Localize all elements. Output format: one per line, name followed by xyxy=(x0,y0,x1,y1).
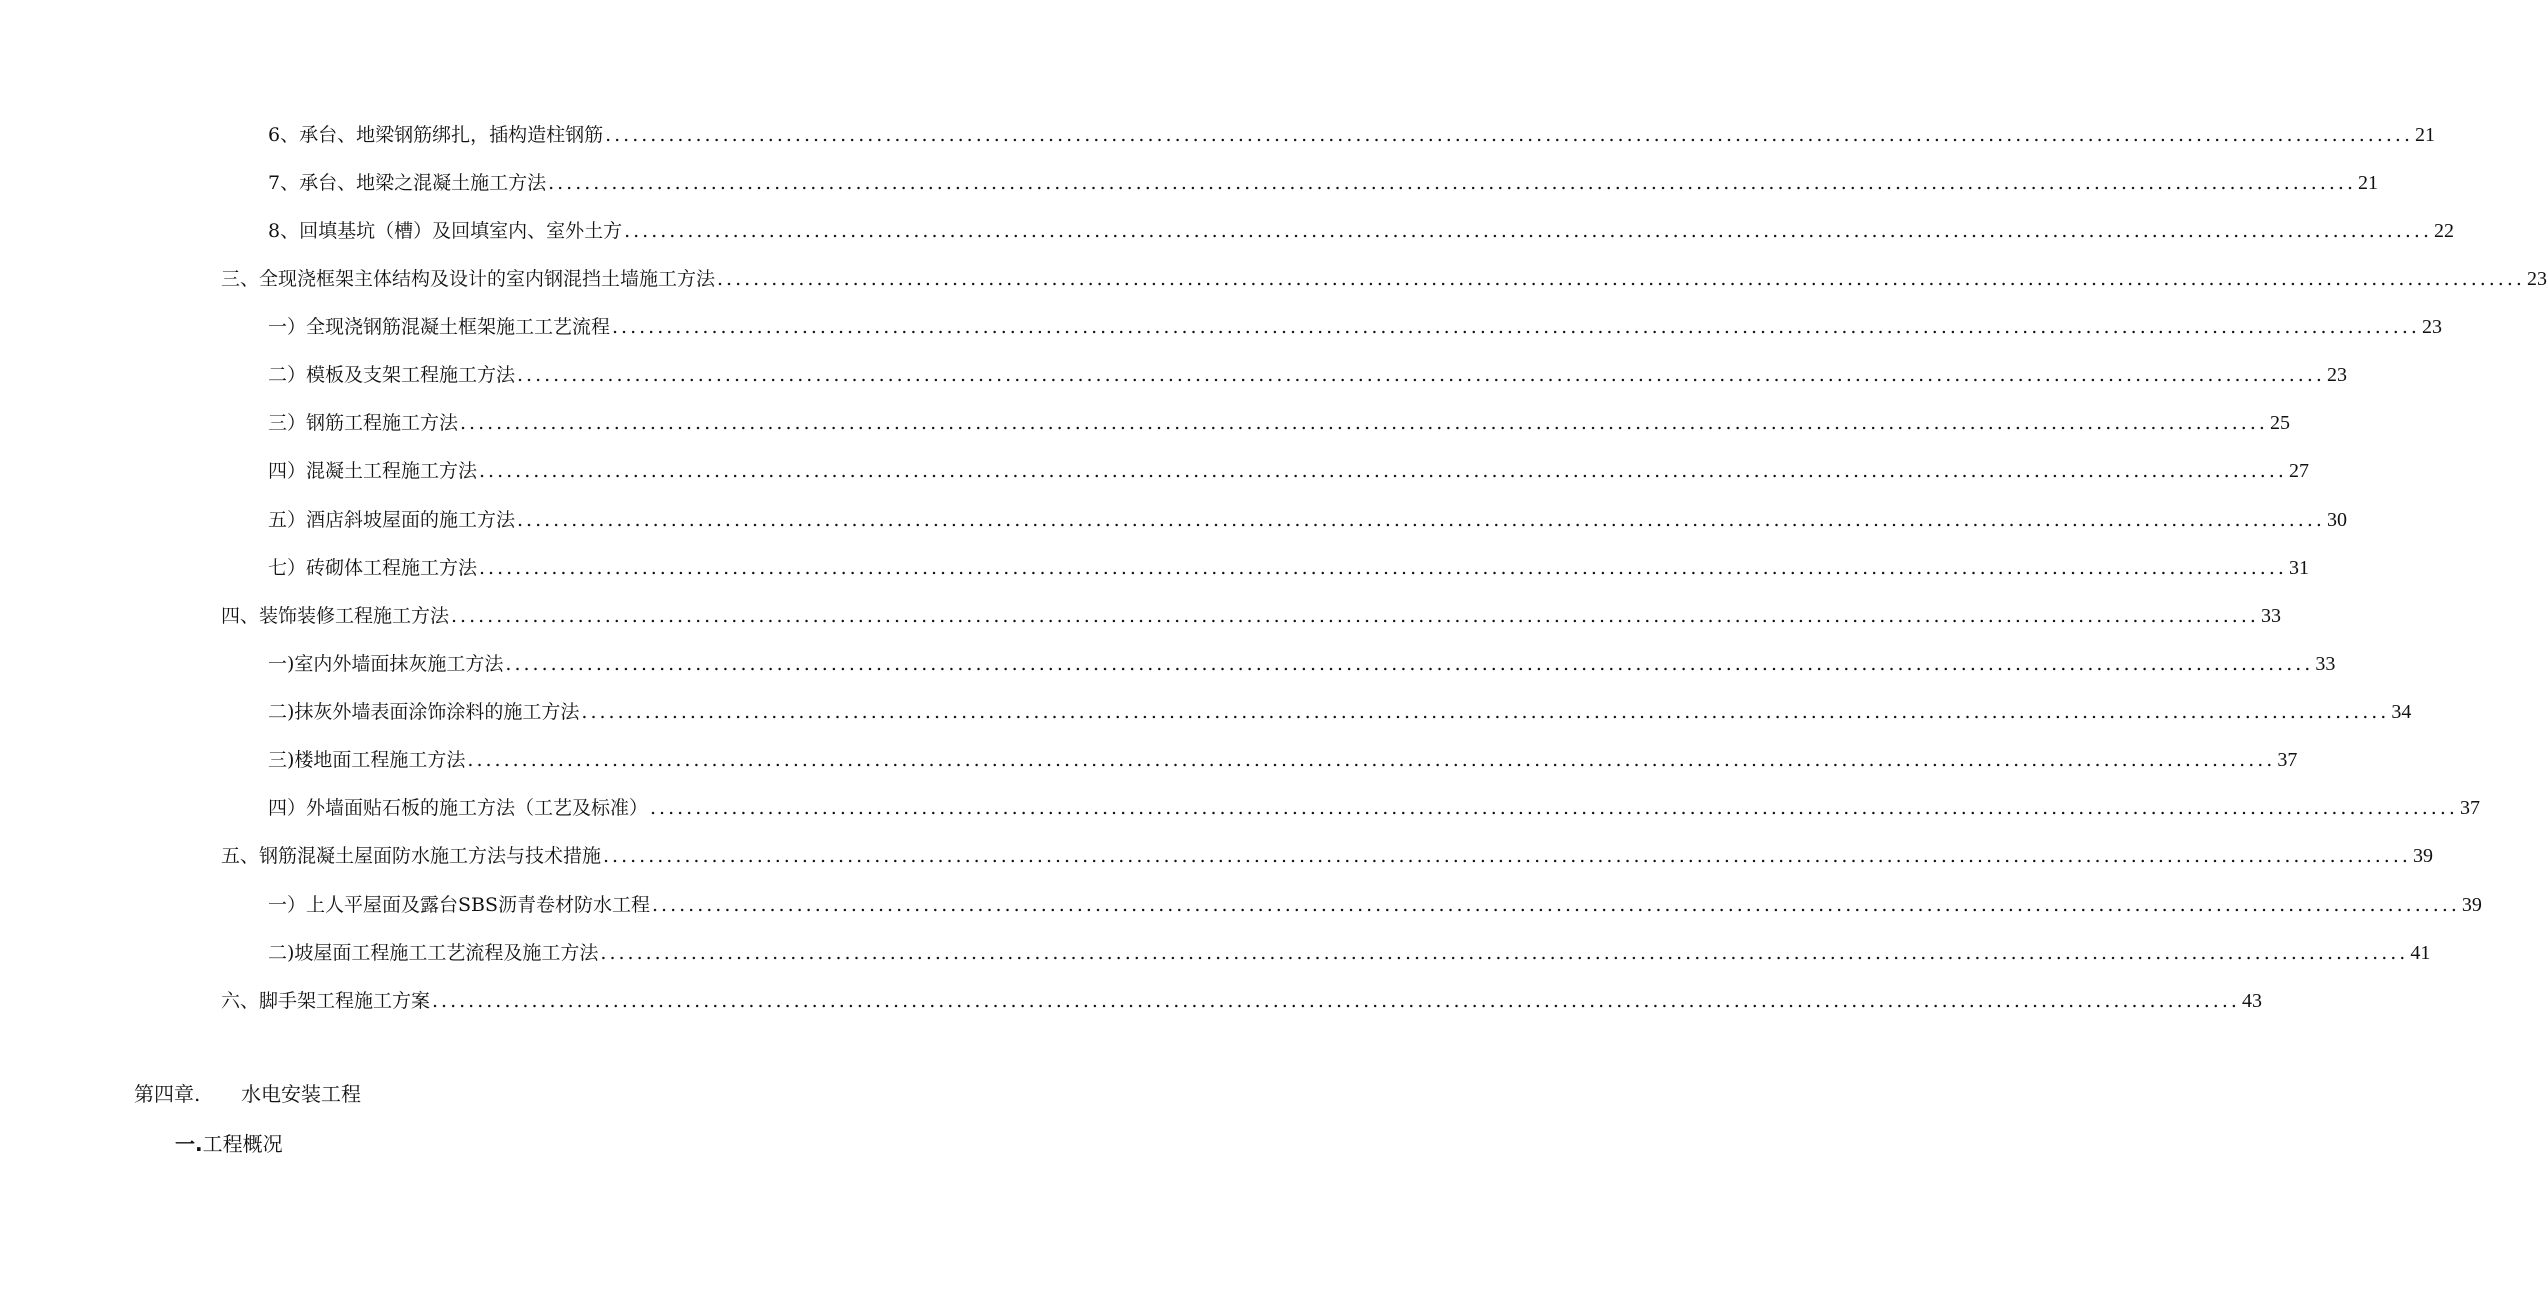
toc-entry-title: 6、承台、地梁钢筋绑扎，插构造柱钢筋 xyxy=(268,124,604,146)
toc-entry[interactable] xyxy=(268,940,2431,966)
toc-entry-page: 37 xyxy=(2277,749,2298,771)
toc-dot-leader: ........................................................................................................................................................................................................ xyxy=(605,124,2414,146)
toc-entry-page: 23 xyxy=(2326,364,2347,386)
toc-entry-title: 三）钢筋工程施工方法 xyxy=(268,412,459,434)
section-heading xyxy=(175,1128,283,1160)
toc-entry-page: 37 xyxy=(2459,797,2480,819)
toc-entry-title: 五）酒店斜坡屋面的施工方法 xyxy=(268,509,516,531)
toc-entry-page: 27 xyxy=(2288,460,2309,482)
toc-entry[interactable] xyxy=(268,170,2379,196)
toc-entry-page: 25 xyxy=(2269,412,2290,434)
toc-entry[interactable] xyxy=(221,988,2262,1014)
toc-dot-leader: ........................................................................................................................................................................................................ xyxy=(479,460,2287,482)
toc-entry[interactable] xyxy=(268,699,2412,725)
toc-entry-title: 一）上人平屋面及露台SBS沥青卷材防水工程 xyxy=(268,894,650,916)
toc-entry-title: 二)坡屋面工程施工工艺流程及施工方法 xyxy=(268,942,599,964)
toc-entry[interactable] xyxy=(221,843,2433,869)
toc-entry-title: 8、回填基坑（槽）及回填室内、室外土方 xyxy=(268,220,623,242)
toc-entry-title: 7、承台、地梁之混凝土施工方法 xyxy=(268,172,547,194)
toc-dot-leader: ........................................................................................................................................................................................................ xyxy=(548,172,2357,194)
toc-dot-leader: ........................................................................................................................................................................................................ xyxy=(624,220,2433,242)
toc-entry[interactable] xyxy=(221,603,2281,629)
toc-entry-title: 二)抹灰外墙表面涂饰涂料的施工方法 xyxy=(268,701,580,723)
toc-entry[interactable] xyxy=(268,892,2482,918)
toc-entry[interactable] xyxy=(268,747,2298,773)
toc-dot-leader: ........................................................................................................................................................................................................ xyxy=(650,797,2458,819)
toc-dot-leader: ........................................................................................................................................................................................................ xyxy=(600,942,2409,964)
toc-dot-leader: ........................................................................................................................................................................................................ xyxy=(652,894,2460,916)
chapter-number: 第四章. xyxy=(134,1082,201,1106)
toc-entry[interactable] xyxy=(268,122,2436,148)
toc-dot-leader: ........................................................................................................................................................................................................ xyxy=(451,605,2259,627)
toc-dot-leader: ........................................................................................................................................................................................................ xyxy=(603,845,2411,867)
toc-dot-leader: ........................................................................................................................................................................................................ xyxy=(460,412,2268,434)
toc-entry[interactable] xyxy=(268,410,2290,436)
toc-dot-leader: ........................................................................................................................................................................................................ xyxy=(479,557,2287,579)
toc-entry[interactable] xyxy=(268,507,2347,533)
toc-entry-title: 一)室内外墙面抹灰施工方法 xyxy=(268,653,504,675)
toc-dot-leader: ........................................................................................................................................................................................................ xyxy=(717,268,2525,290)
toc-entry-title: 五、钢筋混凝土屋面防水施工方法与技术措施 xyxy=(221,845,602,867)
toc-entry-page: 31 xyxy=(2288,557,2309,579)
toc-entry-page: 30 xyxy=(2326,509,2347,531)
toc-entry-page: 34 xyxy=(2391,701,2412,723)
toc-dot-leader: ........................................................................................................................................................................................................ xyxy=(581,701,2390,723)
toc-entry-page: 41 xyxy=(2410,942,2431,964)
toc-entry-title: 三、全现浇框架主体结构及设计的室内钢混挡土墙施工方法 xyxy=(221,268,716,290)
toc-dot-leader: ........................................................................................................................................................................................................ xyxy=(517,509,2325,531)
toc-dot-leader: ........................................................................................................................................................................................................ xyxy=(505,653,2314,675)
toc-entry-page: 23 xyxy=(2526,268,2547,290)
chapter-title: 水电安装工程 xyxy=(241,1082,361,1106)
toc-entry-page: 39 xyxy=(2461,894,2482,916)
toc-entry[interactable] xyxy=(268,362,2347,388)
toc-entry[interactable] xyxy=(221,266,2547,292)
toc-dot-leader: ........................................................................................................................................................................................................ xyxy=(432,990,2240,1012)
toc-dot-leader: ........................................................................................................................................................................................................ xyxy=(517,364,2325,386)
toc-entry-page: 21 xyxy=(2415,124,2436,146)
toc-entry-page: 21 xyxy=(2358,172,2379,194)
toc-entry[interactable] xyxy=(268,795,2480,821)
toc-entry-page: 43 xyxy=(2241,990,2262,1012)
toc-entry-page: 39 xyxy=(2412,845,2433,867)
section-title: 工程概况 xyxy=(202,1132,283,1156)
toc-entry-title: 四、装饰装修工程施工方法 xyxy=(221,605,450,627)
toc-entry[interactable] xyxy=(268,314,2442,340)
toc-entry-title: 四）外墙面贴石板的施工方法（工艺及标准） xyxy=(268,797,649,819)
toc-entry[interactable] xyxy=(268,651,2336,677)
toc-entry-page: 23 xyxy=(2421,316,2442,338)
toc-entry-page: 22 xyxy=(2434,220,2455,242)
toc-entry[interactable] xyxy=(268,458,2309,484)
toc-entry[interactable] xyxy=(268,218,2455,244)
toc-entry-title: 七）砖砌体工程施工方法 xyxy=(268,557,478,579)
chapter-heading xyxy=(134,1079,361,1109)
toc-entry-title: 二）模板及支架工程施工方法 xyxy=(268,364,516,386)
toc-entry-title: 六、脚手架工程施工方案 xyxy=(221,990,431,1012)
toc-dot-leader: ........................................................................................................................................................................................................ xyxy=(467,749,2276,771)
toc-entry-page: 33 xyxy=(2260,605,2281,627)
toc-entry-title: 一）全现浇钢筋混凝土框架施工工艺流程 xyxy=(268,316,611,338)
toc-entry-title: 四）混凝土工程施工方法 xyxy=(268,460,478,482)
toc-entry-title: 三)楼地面工程施工方法 xyxy=(268,749,466,771)
section-number: 一. xyxy=(175,1132,203,1156)
toc-entry-page: 33 xyxy=(2315,653,2336,675)
toc-entry[interactable] xyxy=(268,555,2309,581)
toc-dot-leader: ........................................................................................................................................................................................................ xyxy=(612,316,2420,338)
